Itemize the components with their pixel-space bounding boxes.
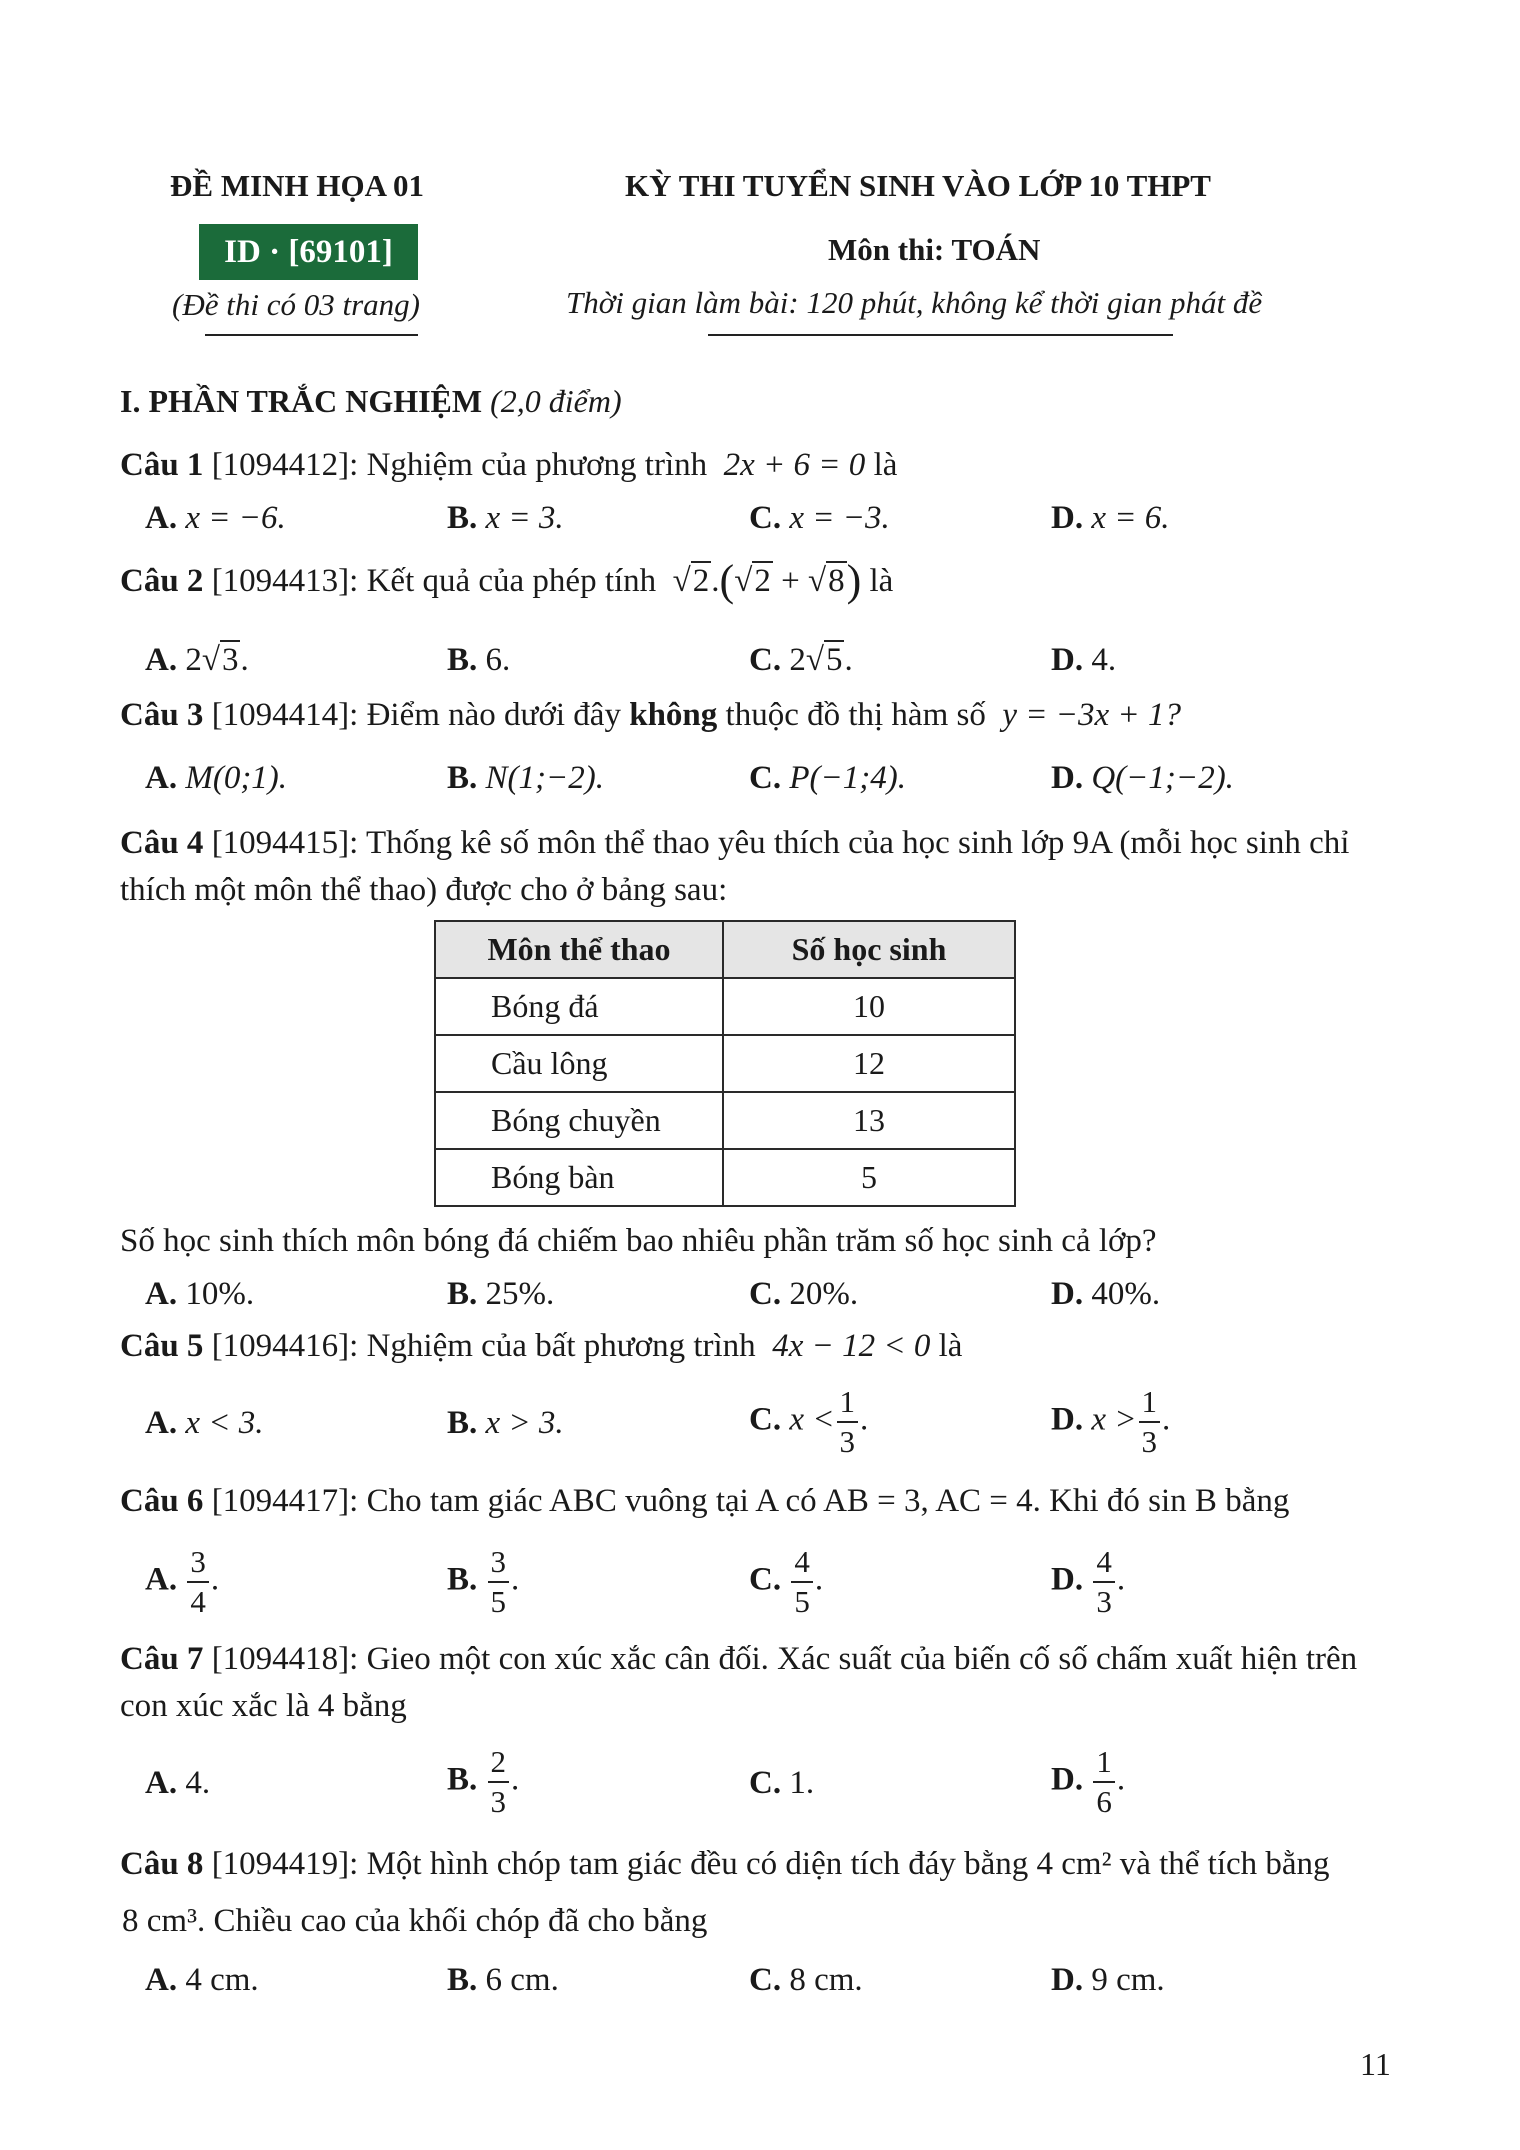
id-badge: ID · [69101] [199, 224, 418, 280]
option-a: A. M(0;1). [145, 760, 288, 796]
question-5: Câu 5 [1094416]: Nghiệm của bất phương trình 4x − 12 < 0 là [120, 1328, 963, 1364]
table-row [435, 1092, 1015, 1149]
option-d: D. 4. [1051, 642, 1117, 678]
question-3: Câu 3 [1094414]: Điểm nào dưới đây không thuộc đồ thị hàm số y = −3x + 1? [120, 697, 1181, 733]
question-8-line2: 8 cm³. Chiều cao của khối chóp đã cho bằng [122, 1903, 708, 1939]
pages-note: (Đề thi có 03 trang) [172, 287, 420, 322]
exam-title: KỲ THI TUYỂN SINH VÀO LỚP 10 THPT [625, 168, 1211, 203]
subject: Môn thi: TOÁN [828, 232, 1041, 267]
table-cell: 5 [723, 1149, 1015, 1206]
option-d: D. $\frac{4}{3}$ . [1051, 1544, 1126, 1619]
question-2: Câu 2 [1094413]: Kết quả của phép tính √2.(√2 + √8) là [120, 556, 894, 605]
option-c: C. $\frac{4}{5}$ . [749, 1544, 824, 1619]
option-a: A. x = −6. [145, 500, 286, 536]
table-cell: Bóng chuyền [435, 1092, 723, 1149]
option-b: B. x > 3. [447, 1405, 564, 1441]
option-a: A. $\frac{3}{4}$ . [145, 1544, 220, 1619]
option-c: C. 20%. [749, 1276, 859, 1312]
question-7: Câu 7 [1094418]: Gieo một con xúc xắc cân đối. Xác suất của biến cố số chấm xuất hiện trên [120, 1641, 1358, 1677]
option-d: D. 9 cm. [1051, 1962, 1165, 1998]
option-b: B. 6 cm. [447, 1962, 559, 1998]
option-d: D. Q(−1;−2). [1051, 760, 1234, 796]
option-c: C. 2√5. [749, 642, 853, 678]
option-c: C. P(−1;4). [749, 760, 906, 796]
table-row [435, 1035, 1015, 1092]
column-header: Số học sinh [723, 921, 1015, 978]
option-c: C. x < $\frac{1}{3}$ . [749, 1384, 869, 1459]
question-4-prompt: Số học sinh thích môn bóng đá chiếm bao nhiêu phần trăm số học sinh cả lớp? [120, 1223, 1157, 1259]
option-a: A. 4. [145, 1765, 211, 1801]
section-title: I. PHẦN TRẮC NGHIỆM (2,0 điểm) [120, 383, 622, 419]
option-d: D. $\frac{1}{6}$ . [1051, 1744, 1126, 1819]
table-cell: 10 [723, 978, 1015, 1035]
exam-code-title: ĐỀ MINH HỌA 01 [170, 168, 425, 203]
page-number: 11 [1360, 2046, 1391, 2082]
column-header: Môn thể thao [435, 921, 723, 978]
divider [205, 334, 418, 336]
math-expression: √2.(√2 + √8) [672, 556, 862, 605]
table-cell: Cầu lông [435, 1035, 723, 1092]
option-c: C. 1. [749, 1765, 815, 1801]
question-7-line2: con xúc xắc là 4 bằng [120, 1688, 407, 1724]
option-c: C. x = −3. [749, 500, 890, 536]
table-cell: Bóng bàn [435, 1149, 723, 1206]
table-row [435, 1149, 1015, 1206]
divider [708, 334, 1173, 336]
time-note: Thời gian làm bài: 120 phút, không kể thời gian phát đề [566, 285, 1263, 320]
question-4-line2: thích một môn thể thao) được cho ở bảng sau: [120, 872, 728, 908]
option-b: B. 25%. [447, 1276, 555, 1312]
option-d: D. 40%. [1051, 1276, 1161, 1312]
option-a: A. 10%. [145, 1276, 255, 1312]
question-1: Câu 1 [1094412]: Nghiệm của phương trình 2x + 6 = 0 là [120, 447, 898, 483]
option-b: B. N(1;−2). [447, 760, 605, 796]
question-6: Câu 6 [1094417]: Cho tam giác ABC vuông tại A có AB = 3, AC = 4. Khi đó sin B bằng [120, 1483, 1290, 1519]
table-header-row [435, 921, 1015, 978]
table-cell: 12 [723, 1035, 1015, 1092]
option-d: D. x > $\frac{1}{3}$ . [1051, 1384, 1171, 1459]
table-row [435, 978, 1015, 1035]
option-b: B. x = 3. [447, 500, 564, 536]
option-a: A. 2√3. [145, 642, 249, 678]
option-c: C. 8 cm. [749, 1962, 863, 1998]
question-8: Câu 8 [1094419]: Một hình chóp tam giác đều có diện tích đáy bằng 4 cm² và thể tích bằng [120, 1846, 1330, 1882]
option-d: D. x = 6. [1051, 500, 1170, 536]
option-a: A. 4 cm. [145, 1962, 259, 1998]
option-b: B. 6. [447, 642, 511, 678]
option-b: B. $\frac{2}{3}$ . [447, 1744, 520, 1819]
question-4: Câu 4 [1094415]: Thống kê số môn thể thao yêu thích của học sinh lớp 9A (mỗi học sinh chỉ [120, 825, 1350, 861]
table-cell: Bóng đá [435, 978, 723, 1035]
sports-table [434, 920, 1016, 1207]
option-b: B. $\frac{3}{5}$ . [447, 1544, 520, 1619]
option-a: A. x < 3. [145, 1405, 264, 1441]
table-cell: 13 [723, 1092, 1015, 1149]
